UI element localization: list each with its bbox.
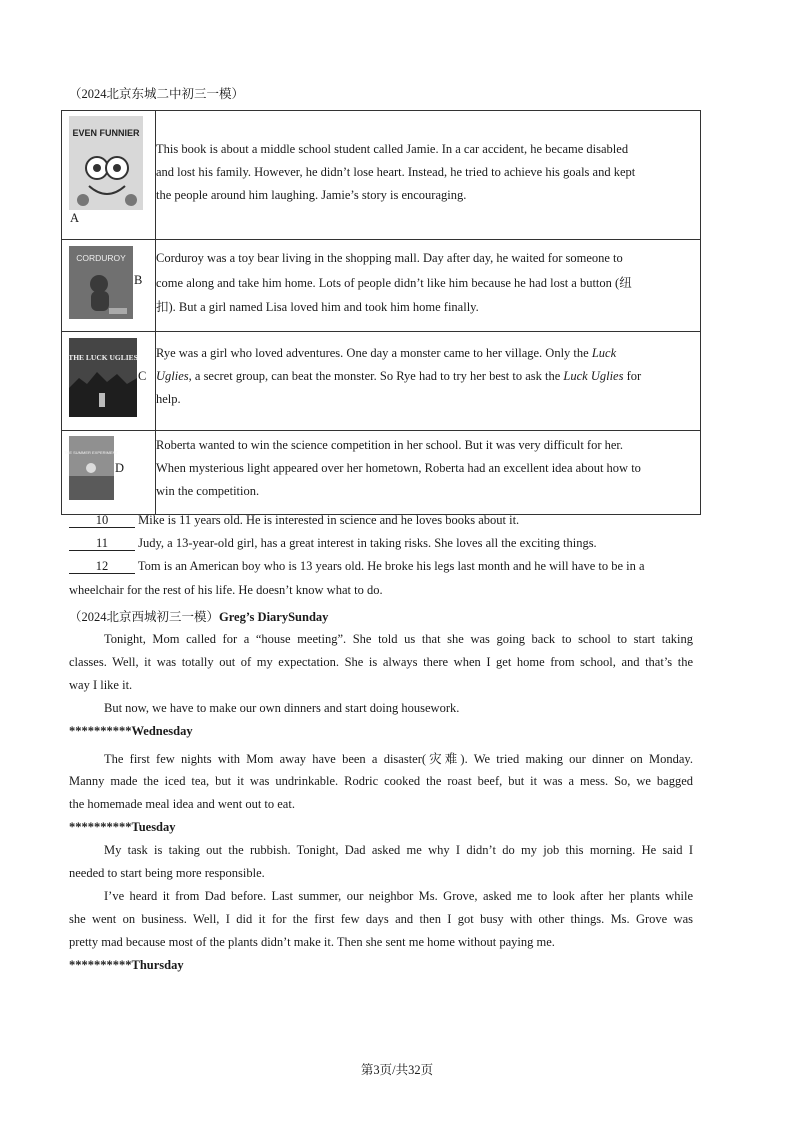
- question-12: [69, 559, 645, 574]
- p3-line-1: The first few nights with Mom away have been a disaster(灾难). We tried making our dinner on Monday.: [104, 752, 693, 766]
- book-c-line-3: help.: [156, 392, 181, 406]
- book-description-d: [156, 431, 701, 515]
- answer-blank-11[interactable]: 11: [69, 537, 135, 551]
- p5-line-2: she went on business. Well, I did it for the first few days and then I got busy with other things. Ms. Grove was: [69, 912, 693, 926]
- book-cover-d: [63, 436, 119, 500]
- book-row-c: [62, 332, 701, 431]
- book-a-line-3: the people around him laughing. Jamie’s story is encouraging.: [156, 188, 467, 202]
- book-c-text-2b: for: [623, 369, 642, 383]
- cover-title-a: EVEN FUNNIER: [72, 128, 140, 138]
- answer-blank-10[interactable]: 10: [69, 514, 135, 528]
- question-11-text: Judy, a 13-year-old girl, has a great interest in taking risks. She loves all the exciting things.: [138, 536, 597, 550]
- question-10-text: Mike is 11 years old. He is interested in science and he loves books about it.: [138, 513, 520, 527]
- cover-title-b: CORDUROY: [76, 253, 126, 263]
- source-label: （2024北京东城二中初三一模）: [69, 87, 245, 101]
- book-b-line-3: 扣). But a girl named Lisa loved him and took him home finally.: [156, 300, 479, 314]
- p1-line-1: Tonight, Mom called for a “house meeting”. She told us that she was going back to school to start taking: [104, 632, 693, 646]
- book-row-b: [62, 240, 701, 332]
- book-a-line-1: This book is about a middle school student called Jamie. In a car accident, he became disabled: [156, 142, 629, 156]
- book-c-text-2a: , a secret group, can beat the monster. So Rye had to try her best to ask the: [188, 369, 564, 383]
- book-c-title-em-2: Uglies: [156, 369, 189, 383]
- cover-illustration-c: [69, 338, 137, 417]
- book-row-a: [62, 111, 701, 240]
- p4-line-1: My task is taking out the rubbish. Tonight, Dad asked me why I didn’t do my job this morning. He said I: [104, 843, 693, 857]
- diary-heading-thursday: **********Thursday: [69, 958, 184, 972]
- answer-blank-12[interactable]: 12: [69, 560, 135, 574]
- book-d-line-3: win the competition.: [156, 484, 260, 498]
- cover-illustration-d: [63, 436, 119, 500]
- p5-line-1: I’ve heard it from Dad before. Last summer, our neighbor Ms. Grove, asked me to look after her plants while: [104, 889, 693, 903]
- cover-illustration-b: [69, 246, 133, 319]
- book-image-cell-a: [62, 111, 156, 240]
- p2-line-1: But now, we have to make our own dinners and start doing housework.: [104, 701, 460, 715]
- book-b-line-1: Corduroy was a toy bear living in the shopping mall. Day after day, he waited for someone to: [156, 251, 623, 265]
- question-11: [69, 536, 597, 551]
- p3-line-3: the homemade meal idea and went out to eat.: [69, 797, 295, 811]
- option-letter-a: A: [70, 211, 80, 225]
- passage-heading: [69, 607, 328, 625]
- book-cover-a: [69, 116, 143, 210]
- passage-title: Greg’s DiarySunday: [219, 610, 329, 624]
- page-footer: 第3页/共32页: [360, 1063, 434, 1077]
- cover-title-c: THE LUCK UGLIES: [68, 353, 138, 362]
- book-image-cell-c: [62, 332, 156, 431]
- book-row-d: [62, 431, 701, 515]
- diary-heading-tuesday: **********Tuesday: [69, 820, 176, 834]
- book-cover-c: [69, 338, 137, 417]
- book-c-text-1a: Rye was a girl who loved adventures. One day a monster came to her village. Only the: [156, 346, 592, 360]
- diary-heading-wednesday: **********Wednesday: [69, 724, 193, 738]
- book-b-line-2: come along and take him home. Lots of people didn’t like him because he had lost a button (纽: [156, 275, 632, 290]
- book-a-line-2: and lost his family. However, he didn’t lose heart. Instead, he tried to achieve his goals and kept: [156, 165, 636, 179]
- option-letter-b: B: [134, 273, 143, 287]
- book-description-b: [156, 240, 701, 332]
- option-letter-c: C: [138, 369, 147, 383]
- book-image-cell-d: [62, 431, 156, 515]
- p1-line-2: classes. Well, it was totally out of my expectation. She is always there when I get home from school, and that’s the: [69, 655, 693, 669]
- p1-line-3: way I like it.: [69, 678, 133, 692]
- cover-title-d: THE SUMMER EXPERIMENT: [63, 450, 119, 455]
- book-c-line-2: [156, 365, 700, 388]
- book-c-title-em-3: Luck Uglies: [563, 369, 624, 383]
- question-12-text: Tom is an American boy who is 13 years old. He broke his legs last month and he will have to be in a: [137, 559, 645, 573]
- book-c-title-em-1: Luck: [591, 346, 617, 360]
- book-description-c: [156, 332, 701, 431]
- question-12-text-cont: wheelchair for the rest of his life. He doesn’t know what to do.: [69, 583, 383, 597]
- book-c-line-1: [156, 342, 700, 365]
- question-10: [69, 513, 519, 528]
- cover-illustration-a: [69, 116, 143, 210]
- option-letter-d: D: [115, 461, 125, 475]
- book-cover-b: [69, 246, 133, 319]
- p5-line-3: pretty mad because most of the plants didn’t make it. Then she sent me home without paying me.: [69, 935, 555, 949]
- p3-line-2: Manny made the iced tea, but it was undrinkable. Rodric cooked the roast beef, but it was a mess. So, we bagged: [69, 774, 693, 788]
- book-image-cell-b: [62, 240, 156, 332]
- book-table: [61, 110, 701, 515]
- book-d-line-1: Roberta wanted to win the science competition in her school. But it was very difficult for her.: [156, 438, 624, 452]
- p4-line-2: needed to start being more responsible.: [69, 866, 265, 880]
- source-label-2: （2024北京西城初三一模）: [69, 610, 220, 624]
- book-d-line-2: When mysterious light appeared over her hometown, Roberta had an excellent idea about how to: [156, 461, 641, 475]
- book-description-a: [156, 111, 701, 240]
